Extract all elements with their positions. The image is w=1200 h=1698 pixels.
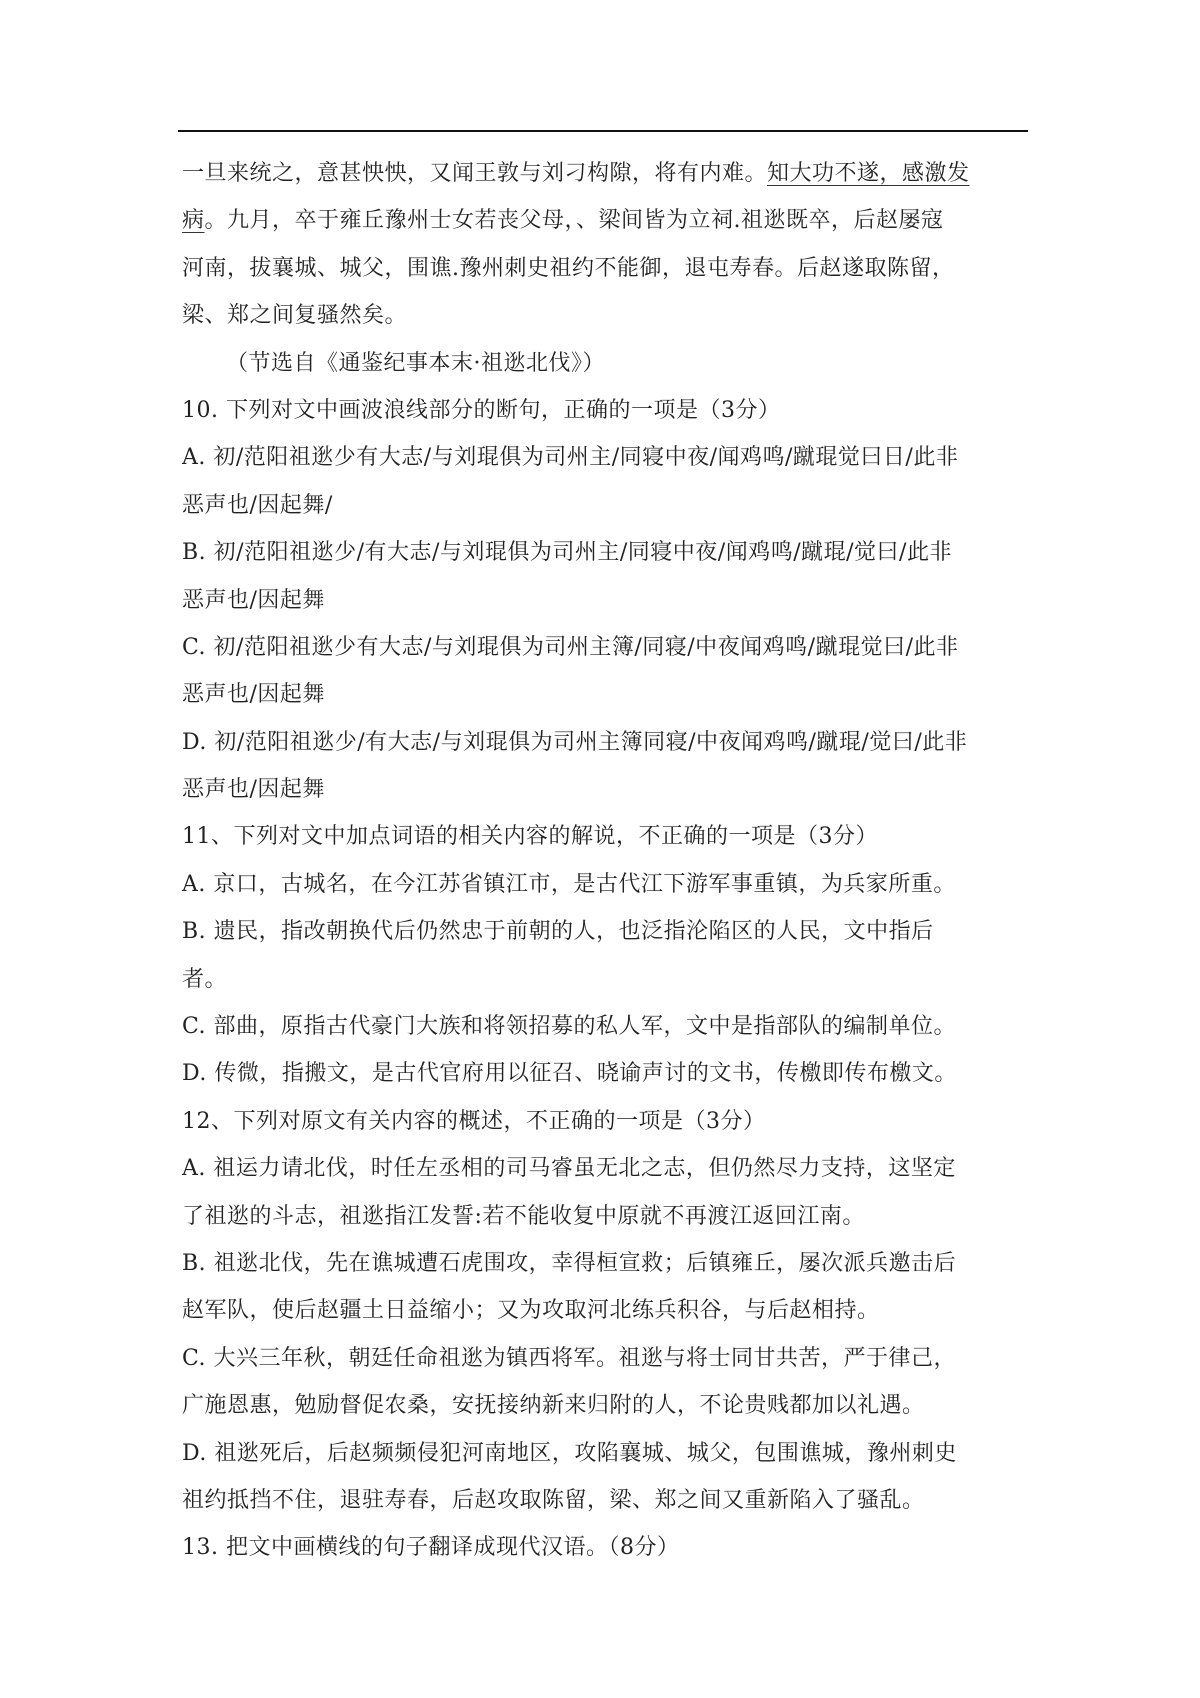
question-stem: 12、下列对原文有关内容的概述，不正确的一项是（3分）	[182, 1108, 766, 1134]
option-line: D. 传微，指搬文，是古代官府用以征召、晓谕声讨的文书，传檄即传布檄文。	[182, 1061, 957, 1087]
option-line: 了祖逖的斗志，祖逖指江发誓:若不能收复中原就不再渡江返回江南。	[182, 1203, 865, 1229]
option-line: 者。	[182, 966, 228, 992]
option-line: 赵军队，使后赵疆土日益缩小；又为攻取河北练兵积谷，与后赵相持。	[182, 1298, 880, 1324]
option-line: 祖约抵挡不住，退驻寿春，后赵攻取陈留，梁、郑之间又重新陷入了骚乱。	[182, 1487, 925, 1513]
option-line: C. 部曲，原指古代豪门大族和将领招募的私人军，文中是指部队的编制单位。	[182, 1014, 957, 1040]
question-stem: 10. 下列对文中画波浪线部分的断句，正确的一项是（3分）	[182, 397, 781, 423]
option-line: D. 初/范阳祖逖少/有大志/与刘琨俱为司州主簿同寝/中夜闻鸡鸣/蹴琨/觉曰/此非	[182, 729, 968, 755]
option-line: D. 祖逖死后，后赵频频侵犯河南地区，攻陷襄城、城父，包围谯城，豫州刺史	[182, 1440, 957, 1466]
question-stem: 11、下列对文中加点词语的相关内容的解说，不正确的一项是（3分）	[182, 824, 878, 850]
option-line: 广施恩惠，勉励督促农桑，安抚接纳新来归附的人，不论贵贱都加以礼遇。	[182, 1393, 925, 1419]
option-line: A. 京口，古城名，在今江苏省镇江市，是古代江下游军事重镇，为兵家所重。	[182, 871, 956, 897]
passage-text: 一旦来统之，意甚怏怏，又闻王敦与刘刁构隙，将有内难。	[182, 161, 768, 186]
passage-line	[182, 150, 1028, 197]
option-line: 恶声也/因起舞	[182, 777, 325, 803]
option-line: 恶声也/因起舞	[182, 682, 325, 708]
option-line: C. 初/范阳祖逖少有大志/与刘琨俱为司州主簿/同寝/中夜闻鸡鸣/蹴琨觉曰/此非	[182, 634, 959, 660]
passage-line	[182, 197, 1028, 244]
option-line: B. 祖逖北伐，先在谯城遭石虎围攻，幸得桓宣救；后镇雍丘，屡次派兵邀击后	[182, 1250, 957, 1276]
option-line: A. 初/范阳祖逖少有大志/与刘琨俱为司州主/同寝中夜/闻鸡鸣/蹴琨觉曰日/此非	[182, 445, 959, 471]
passage-line: 河南，拔襄城、城父，围谯.豫州刺史祖约不能御，退屯寿春。后赵遂取陈留，	[182, 255, 955, 281]
option-line: B. 遗民，指改朝换代后仍然忠于前朝的人，也泛指沦陷区的人民，文中指后	[182, 919, 934, 945]
option-line: C. 大兴三年秋，朝廷任命祖逖为镇西将军。祖逖与将士同甘共苦，严于律己，	[182, 1345, 957, 1371]
underlined-sentence: 知大功不遂，感激发	[767, 161, 970, 186]
top-rule	[178, 130, 1028, 132]
passage-text: 。九月，卒于雍丘豫州士女若丧父母，、梁间皆为立祠.祖逖既卒，后赵屡寇	[204, 208, 944, 234]
underlined-sentence: 病	[182, 208, 205, 234]
passage-line: 梁、郑之间复骚然矣。	[182, 303, 408, 329]
option-line: B. 初/范阳祖逖少/有大志/与刘琨俱为司州主/同寝中夜/闻鸡鸣/蹴琨/觉曰/此非	[182, 540, 952, 566]
document-body	[182, 150, 1028, 1572]
option-line: 恶声也/因起舞/	[182, 492, 333, 518]
passage-source: （节选自《通鉴纪事本末·祖逖北伐》）	[226, 350, 605, 376]
option-line: 恶声也/因起舞	[182, 587, 325, 613]
question-stem: 13. 把文中画横线的句子翻译成现代汉语。（8分）	[182, 1535, 680, 1561]
option-line: A. 祖运力请北伐，时任左丞相的司马睿虽无北之志，但仍然尽力支持，这坚定	[182, 1156, 956, 1182]
